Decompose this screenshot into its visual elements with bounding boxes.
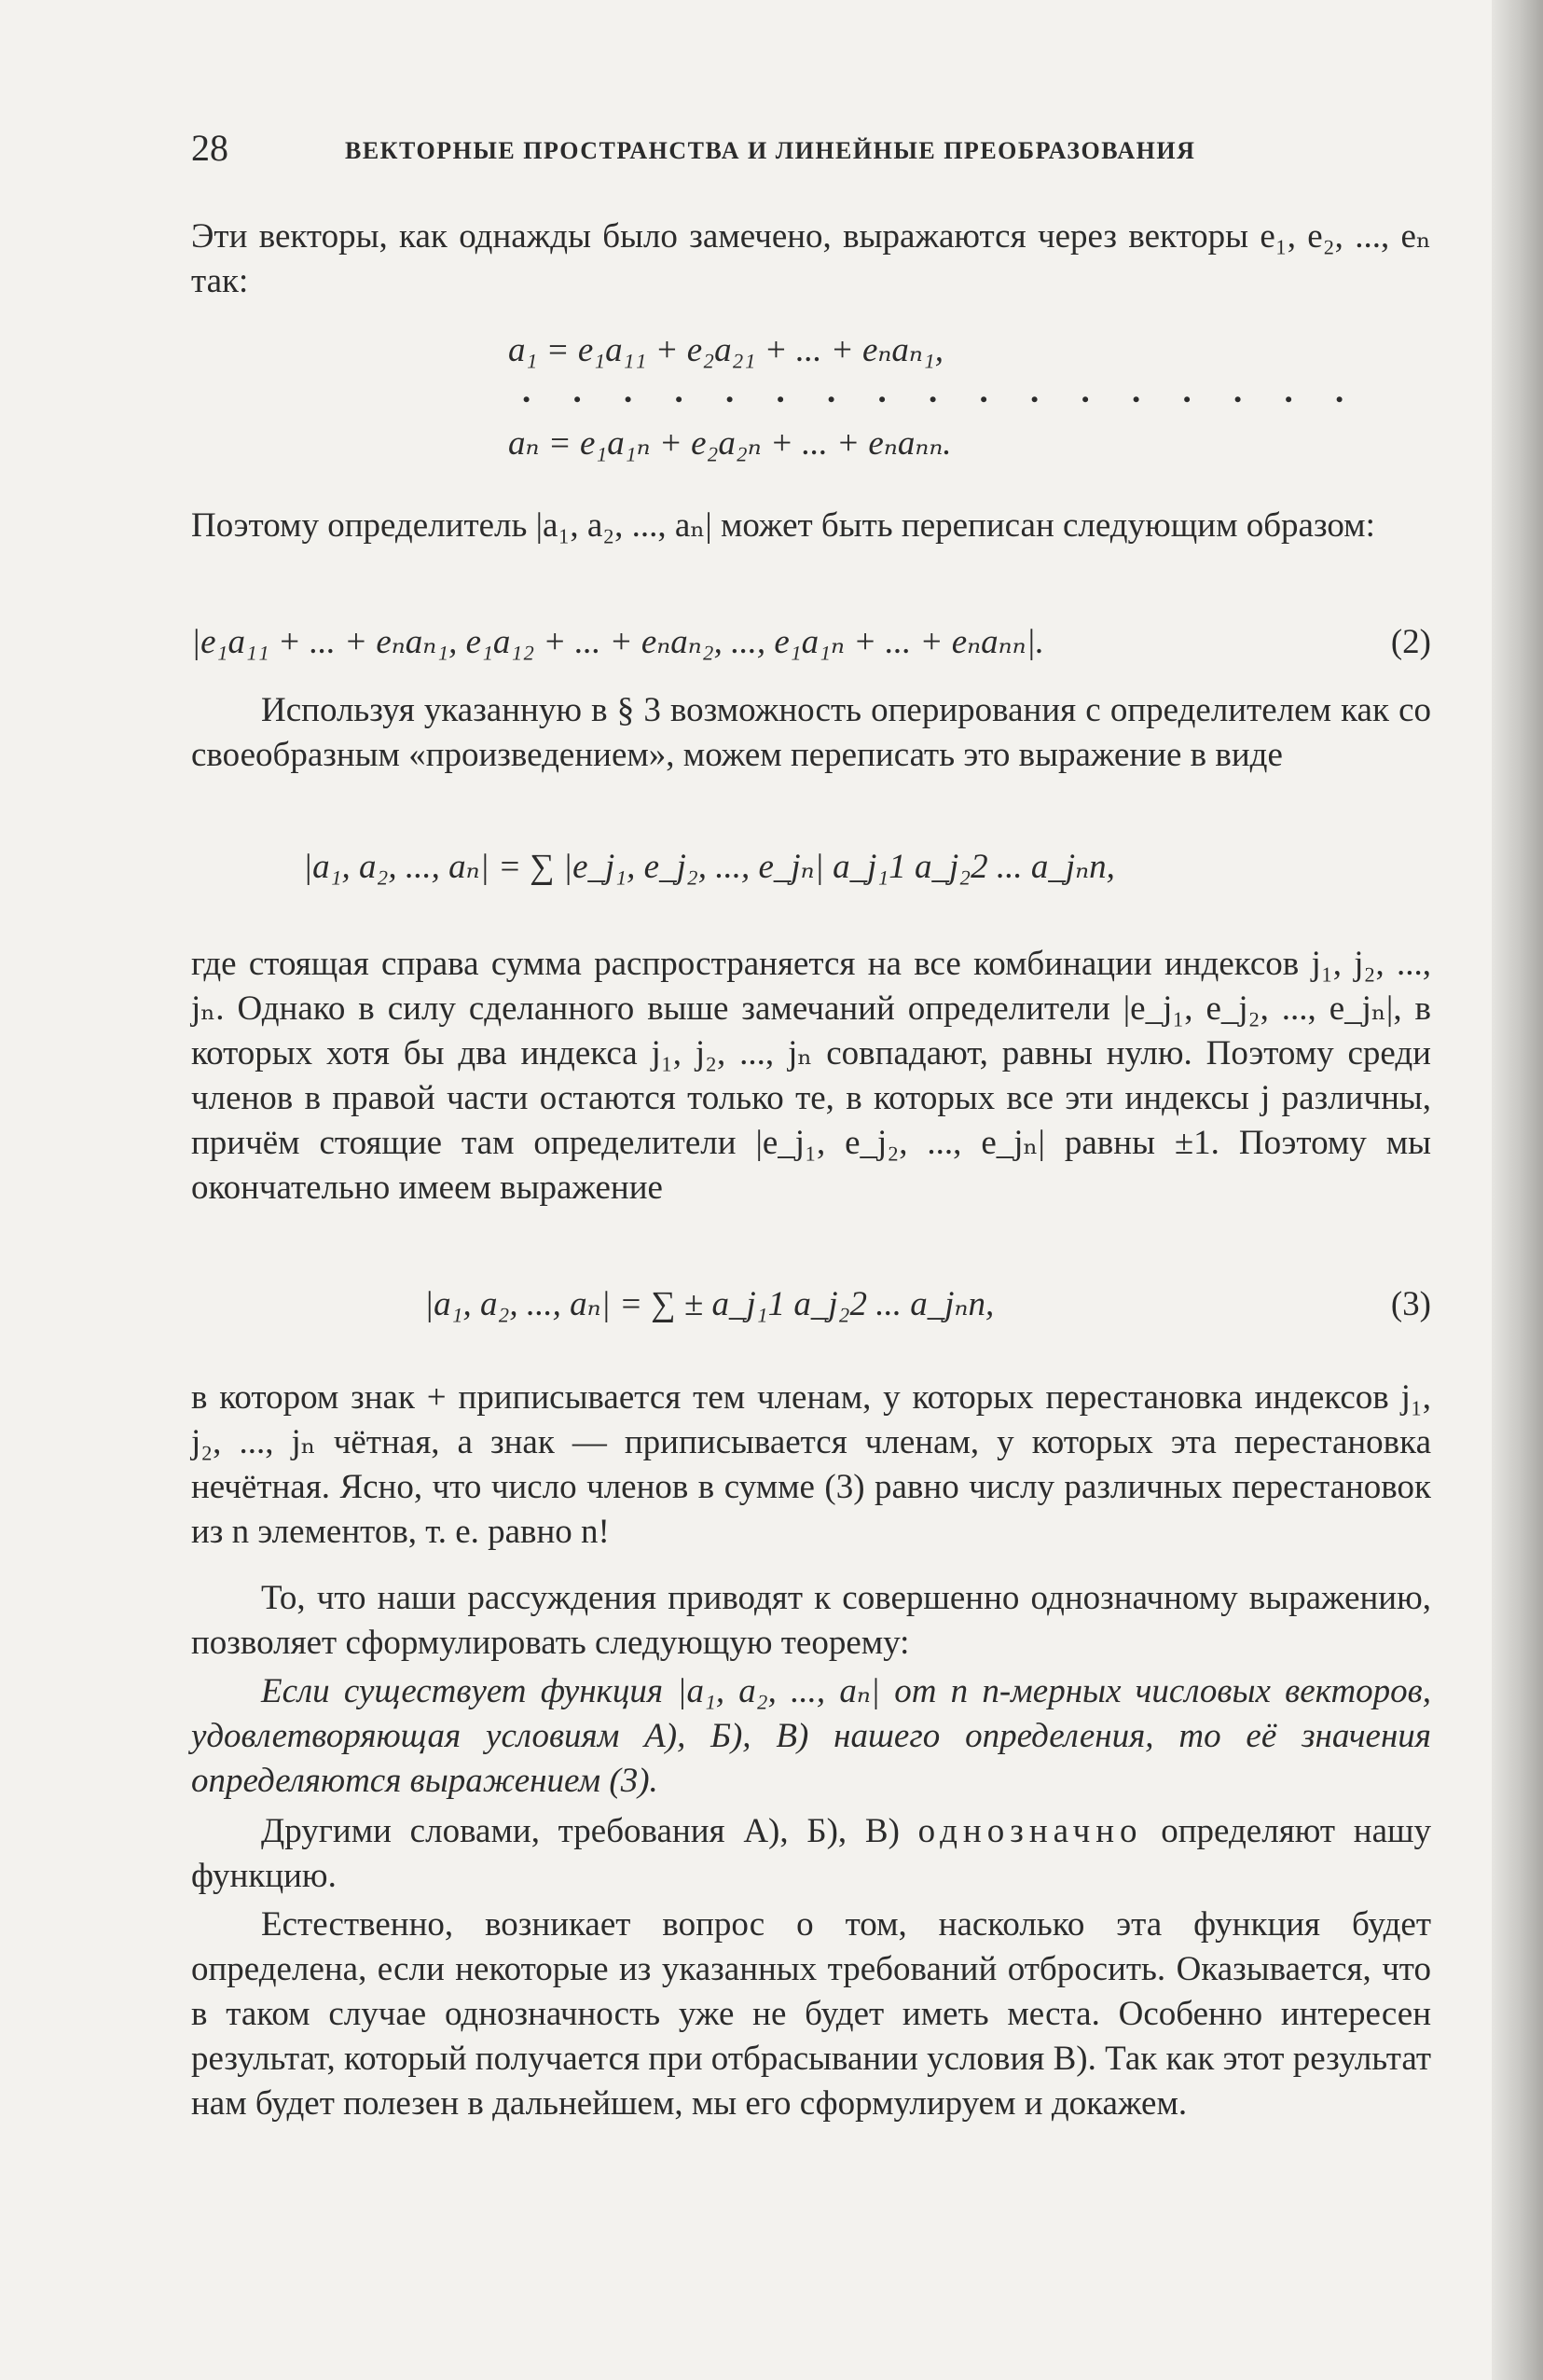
paragraph-8-prefix: Другими словами, требования А), Б), В): [261, 1812, 900, 1850]
paragraph-text: Используя указанную в § 3 возможность оперирования с определителем как со своеобразным «произведением», можем переписать это выражение в виде: [191, 691, 1431, 774]
emphasized-word: однозначно: [917, 1812, 1143, 1850]
equation-a1: a₁ = e₁a₁₁ + e₂a₂₁ + ... + eₙaₙ₁,: [508, 331, 944, 369]
equation-sum: |a₁, a₂, ..., aₙ| = ∑ |e_j₁, e_j₂, ..., e_jₙ| a_j₁1 a_j₂2 ... a_jₙn,: [303, 848, 1115, 886]
page-shadow-edge: [1492, 0, 1543, 2380]
paragraph-text: Поэтому определитель |a₁, a₂, ..., aₙ| может быть переписан следующим образом:: [191, 506, 1375, 545]
paragraph-1: [191, 214, 1431, 304]
page-header: [191, 126, 1431, 173]
equation-3: |a₁, a₂, ..., aₙ| = ∑ ± a_j₁1 a_j₂2 ... a_jₙn,: [424, 1285, 995, 1323]
paragraph-5: [191, 1376, 1431, 1555]
paragraph-6: [191, 1576, 1431, 1666]
paragraph-text: Эти векторы, как однажды было замечено, выражаются через векторы e₁, e₂, ..., eₙ так:: [191, 217, 1431, 300]
running-head: ВЕКТОРНЫЕ ПРОСТРАНСТВА И ЛИНЕЙНЫЕ ПРЕОБРАЗОВАНИЯ: [345, 137, 1196, 164]
theorem: [191, 1669, 1431, 1804]
page-number: 28: [191, 127, 228, 169]
equation-3-number: (3): [1390, 1285, 1431, 1323]
paragraph-3: [191, 688, 1431, 778]
equation-dots: . . . . . . . . . . . . . . . . .: [522, 372, 1361, 410]
equation-2-number: (2): [1390, 623, 1431, 661]
equation-an: aₙ = e₁a₁ₙ + e₂a₂ₙ + ... + eₙaₙₙ.: [508, 424, 952, 463]
paragraph-8: [191, 1809, 1431, 1899]
equation-2: |e₁a₁₁ + ... + eₙaₙ₁, e₁a₁₂ + ... + eₙaₙ₂, ..., e₁a₁ₙ + ... + eₙaₙₙ|.: [191, 623, 1045, 661]
paragraph-text: Естественно, возникает вопрос о том, насколько эта функция будет определена, если некоторые из указанных требований отбросить. Оказывается, что в таком случае однозначность уже не будет иметь места. Особенно интересен результат, который получается при отбрасывании условия В). Так как этот результат нам будет полезен в дальнейшем, мы его сформулируем и докажем.: [191, 1905, 1431, 2123]
theorem-text: Если существует функция |a₁, a₂, ..., aₙ| от n n-мерных числовых векторов, удовлетворяющая условиям А), Б), В) нашего определения, то её значения определяются выражением (3).: [191, 1672, 1431, 1800]
paragraph-2: [191, 504, 1431, 548]
paragraph-9: [191, 1903, 1431, 2126]
paragraph-4: [191, 942, 1431, 1211]
paragraph-8-suffix: определяют нашу функцию.: [191, 1812, 1431, 1895]
paragraph-text: То, что наши рассуждения приводят к совершенно однозначному выражению, позволяет сформулировать следующую теорему:: [191, 1579, 1431, 1662]
paragraph-text: где стоящая справа сумма распространяется на все комбинации индексов j₁, j₂, ..., jₙ. Однако в силу сделанного выше замечаний определители |e_j₁, e_j₂, ..., e_jₙ|, в которых хотя бы два индекса j₁, j₂, ..., jₙ совпадают, равны нулю. Поэтому среди членов в правой части остаются только те, в которых все эти индексы j различны, причём стоящие там определители |e_j₁, e_j₂, ..., e_jₙ| равны ±1. Поэтому мы окончательно имеем выражение: [191, 945, 1431, 1207]
paragraph-text: [191, 1809, 1431, 1899]
paragraph-text: в котором знак + приписывается тем членам, у которых перестановка индексов j₁, j₂, ..., jₙ чётная, а знак — приписывается членам, у которых эта перестановка нечётная. Ясно, что число членов в сумме (3) равно числу различных перестановок из n элементов, т. е. равно n!: [191, 1378, 1431, 1551]
